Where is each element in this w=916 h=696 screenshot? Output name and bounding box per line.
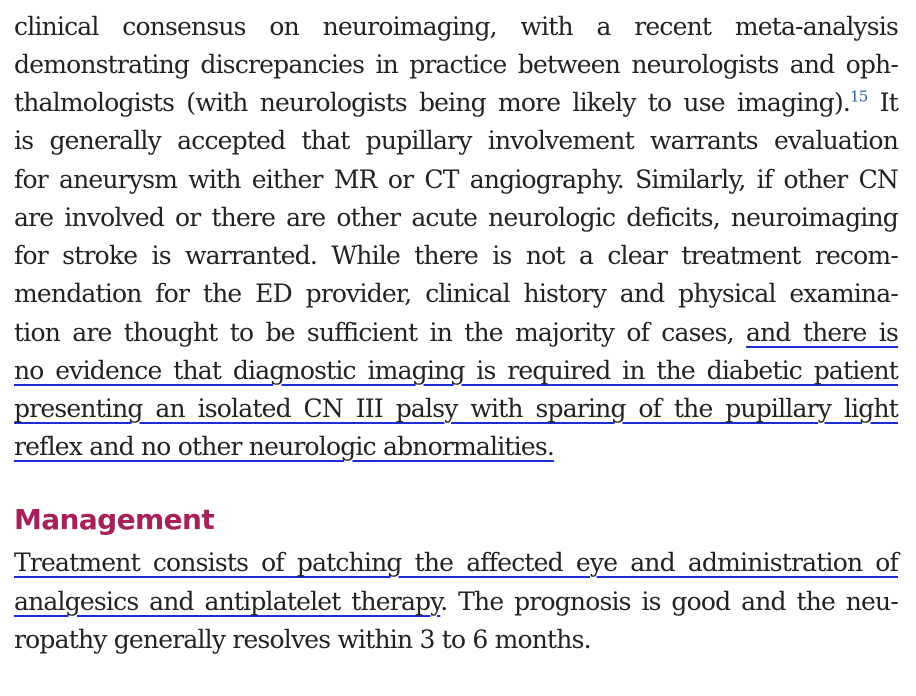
text-span: ropathy generally resolves within 3 to 6 months. xyxy=(14,625,591,654)
text-span: . The prognosis is good and the neu- xyxy=(440,587,898,616)
text-span: are involved or there are other acute neurologic deficits, neuroimaging xyxy=(14,203,898,232)
paragraph-1-line-7 xyxy=(14,239,898,273)
paragraph-1-line-10 xyxy=(14,354,898,388)
highlighted-text: analgesics and antiplatelet therapy xyxy=(14,587,441,616)
paragraph-1-line-3 xyxy=(14,86,898,120)
highlighted-text: presenting an isolated CN III palsy with sparing of the pupillary light xyxy=(14,394,898,423)
section-heading-management: Management xyxy=(14,503,215,536)
text-span: tion are thought to be sufficient in the majority of cases, xyxy=(14,318,747,347)
text-span: is generally accepted that pupillary involvement warrants evaluation xyxy=(14,126,898,155)
text-span: clinical consensus on neuroimaging, with a recent meta-analysis xyxy=(14,12,898,41)
paragraph-1-line-6 xyxy=(14,201,898,235)
paragraph-1-line-1 xyxy=(14,10,898,44)
paragraph-1-line-12 xyxy=(14,430,898,464)
paragraph-1-line-2 xyxy=(14,48,898,82)
paragraph-2-line-1 xyxy=(14,546,898,580)
paragraph-1-line-8 xyxy=(14,277,898,311)
highlighted-text: Treatment consists of patching the affected eye and administration of xyxy=(14,548,898,577)
reference-link-15[interactable]: 15 xyxy=(850,87,868,106)
paragraph-2-line-3 xyxy=(14,623,898,657)
highlighted-text: no evidence that diagnostic imaging is required in the diabetic patient xyxy=(14,356,898,385)
text-span: for aneurysm with either MR or CT angiography. Similarly, if other CN xyxy=(14,165,898,194)
text-span: mendation for the ED provider, clinical history and physical examina- xyxy=(14,279,898,308)
highlighted-text: and there is xyxy=(746,318,898,347)
highlighted-text: reflex and no other neurologic abnormalities. xyxy=(14,432,555,461)
paragraph-1-line-9 xyxy=(14,316,898,350)
paragraph-1-line-11 xyxy=(14,392,898,426)
paragraph-1-line-5 xyxy=(14,163,898,197)
paragraph-2-line-2 xyxy=(14,585,898,619)
text-span: It xyxy=(867,88,898,117)
text-span: thalmologists (with neurologists being more likely to use imaging). xyxy=(14,88,851,117)
paragraph-1-line-4 xyxy=(14,124,898,158)
text-span: demonstrating discrepancies in practice between neurologists and oph- xyxy=(14,50,898,79)
text-span: for stroke is warranted. While there is not a clear treatment recom- xyxy=(14,241,898,270)
